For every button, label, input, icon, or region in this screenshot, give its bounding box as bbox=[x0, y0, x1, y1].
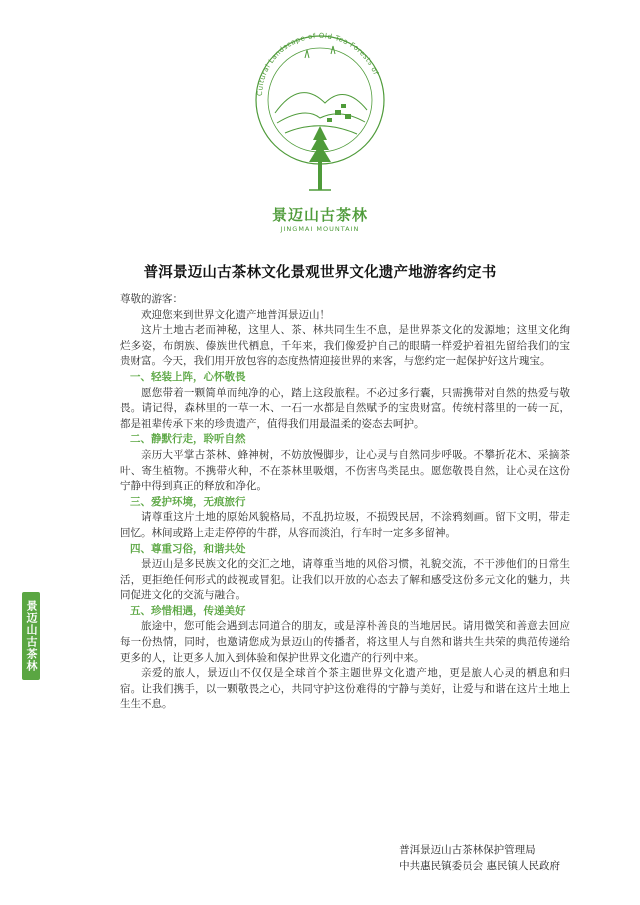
side-tab bbox=[22, 592, 40, 680]
svg-text:Cultural Landscape of Old Tea bbox=[256, 32, 380, 96]
document-body bbox=[120, 292, 570, 713]
section-body: 旅途中，您可能会遇到志同道合的朋友，或是淳朴善良的当地居民。请用微笑和善意去回应每一份热情，同时，也邀请您成为景迈山的传播者，将这里人与自然和谐共生共荣的典范传递给更多的人，让更多人加入到体验和保护世界文化遗产的行列中来。 bbox=[120, 620, 570, 664]
heritage-logo bbox=[245, 18, 395, 240]
intro-paragraph: 这片土地古老而神秘，这里人、茶、林共同生生不息，是世界茶文化的发源地；这里文化绚烂多姿，布朗族、傣族世代栖息，千年来，我们像爱护自己的眼睛一样爱护着祖先留给我们的宝贵财富。今天，我们用开放包容的态度热情迎接世界的来客，与您约定一起保护好这片瑰宝。 bbox=[120, 324, 570, 368]
section-heading: 三、爱护环境，无痕旅行 bbox=[130, 495, 246, 508]
section-body: 亲历大平掌古茶林、蜂神树，不妨放慢脚步，让心灵与自然同步呼吸。不攀折花木、采摘茶叶、寄生植物。不携带火种，不在茶林里吸烟，不伤害鸟类昆虫。愿您敬畏自然，让心灵在这份宁静中得到真正的释放和净化。 bbox=[120, 448, 570, 493]
section-heading: 五、珍惜相遇，传递美好 bbox=[130, 604, 246, 617]
section-heading: 一、轻装上阵，心怀敬畏 bbox=[130, 370, 246, 383]
section-heading: 二、静默行走，聆听自然 bbox=[130, 433, 246, 446]
document-title: 普洱景迈山古茶林文化景观世界文化遗产地游客约定书 bbox=[143, 264, 497, 281]
side-tab-label: 景迈山古茶林 bbox=[25, 600, 38, 672]
welcome-line: 欢迎您来到世界文化遗产地普洱景迈山！ bbox=[141, 308, 330, 321]
section-body: 请尊重这片土地的原始风貌格局，不乱扔垃圾，不损毁民居，不涂鸦刻画。留下文明，带走回忆。林间或路上走走停停的牛群，从容而淡泊，行车时一定多多留神。 bbox=[120, 511, 570, 539]
logo-name-cn: 景迈山古茶林 bbox=[271, 206, 368, 224]
signature-government: 中共惠民镇委员会 惠民镇人民政府 bbox=[399, 860, 560, 872]
section-heading: 四、尊重习俗，和谐共处 bbox=[130, 542, 246, 555]
signature-block bbox=[399, 842, 560, 874]
signature-authority: 普洱景迈山古茶林保护管理局 bbox=[399, 844, 536, 856]
tea-forest-emblem-icon bbox=[245, 18, 395, 203]
section-body: 愿您带着一颗简单而纯净的心，踏上这段旅程。不必过多行囊，只需携带对自然的热爱与敬畏。请记得，森林里的一草一木、一石一水都是自然赋予的宝贵财富。传统村落里的一砖一瓦，都是祖辈传承下来的珍贵遗产，值得我们用最温柔的姿态去呵护。 bbox=[120, 386, 570, 430]
section-body: 景迈山是多民族文化的交汇之地，请尊重当地的风俗习惯，礼貌交流，不干涉他们的日常生活，更拒绝任何形式的歧视或冒犯。让我们以开放的心态去了解和感受这份多元文化的魅力，共同促进文化的交流与融合。 bbox=[120, 558, 570, 602]
logo-name-en: JINGMAI MOUNTAIN bbox=[280, 225, 360, 233]
closing-paragraph: 亲爱的旅人，景迈山不仅仅是全球首个茶主题世界文化遗产地，更是旅人心灵的栖息和归宿。让我们携手，以一颗敬畏之心，共同守护这份难得的宁静与美好，让爱与和谐在这片土地上生生不息。 bbox=[120, 667, 570, 711]
greeting: 尊敬的游客： bbox=[120, 293, 183, 305]
logo-arc-text: Cultural Landscape of Old Tea Forests of bbox=[255, 31, 380, 97]
